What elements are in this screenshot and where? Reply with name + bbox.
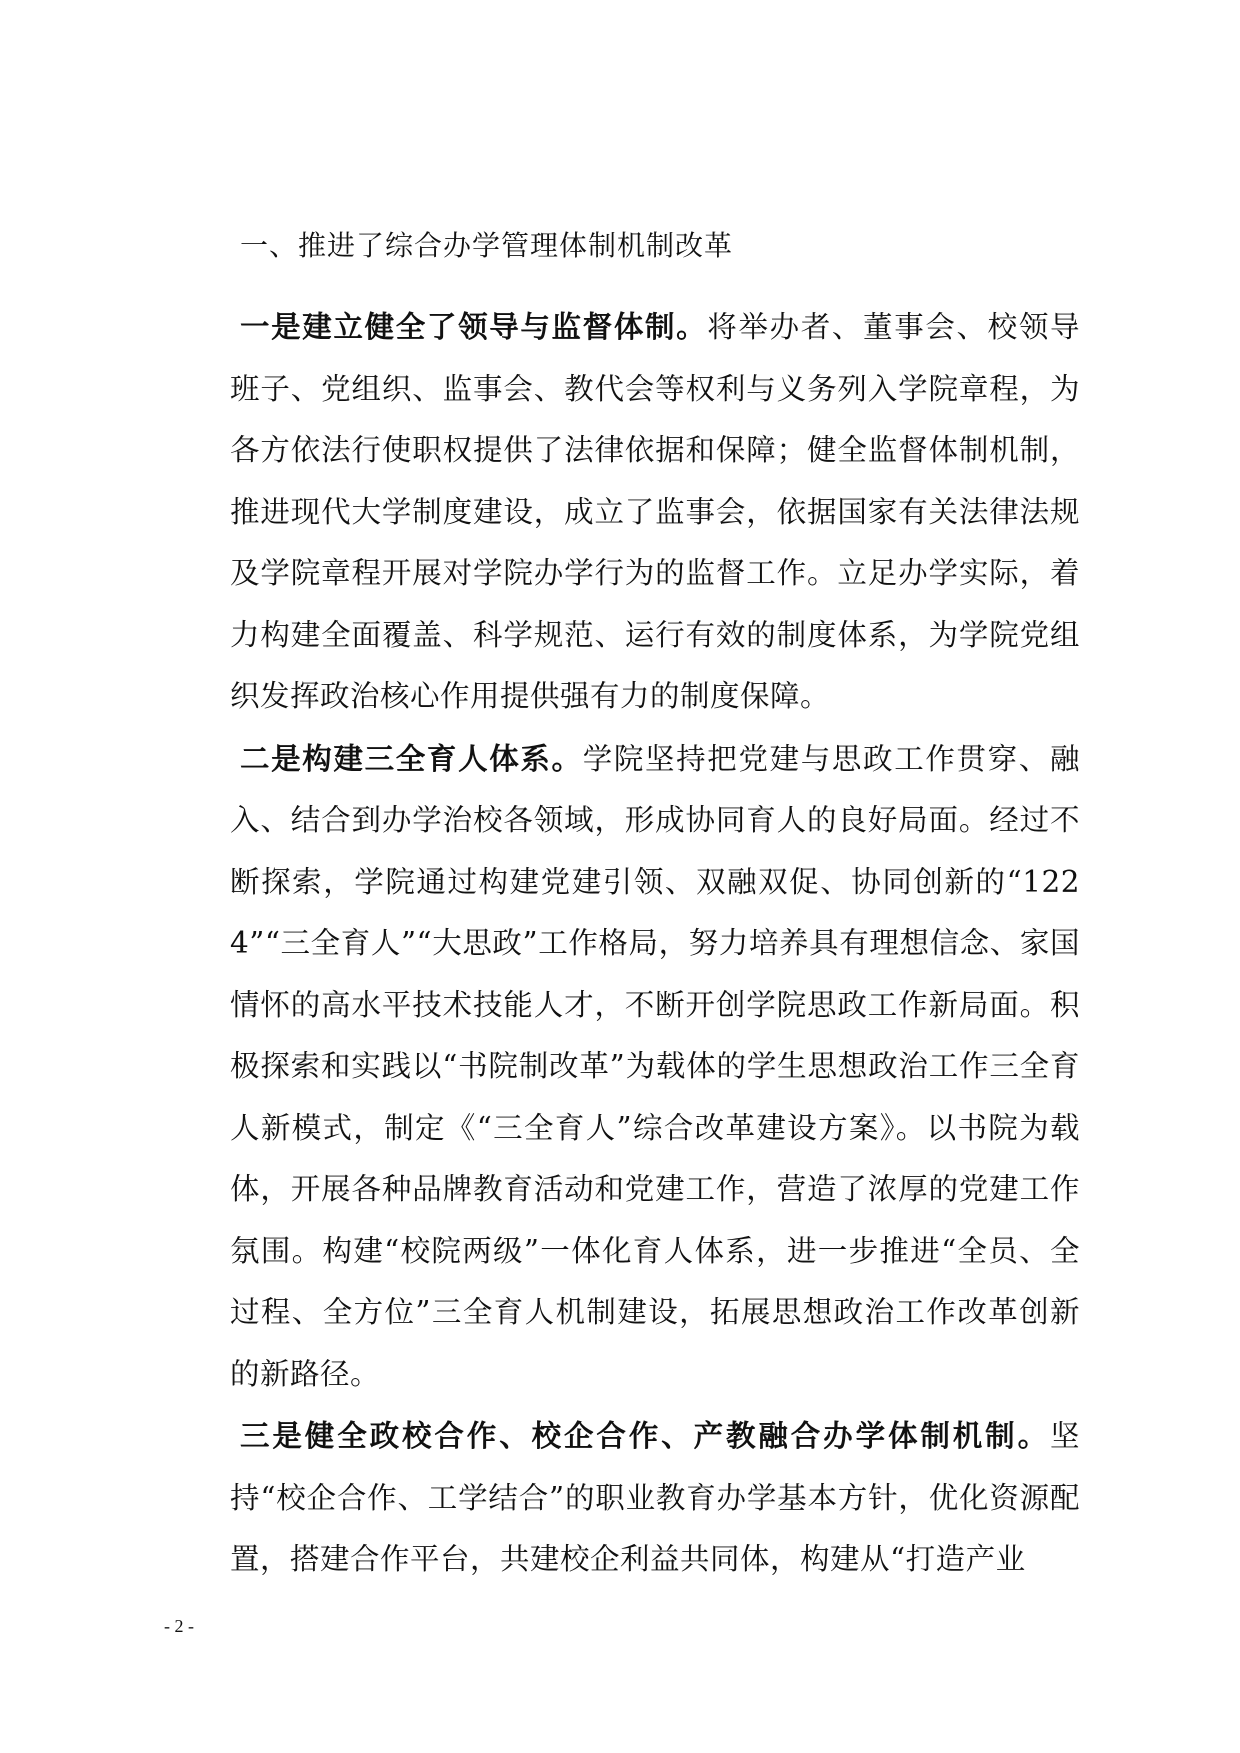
paragraph-2-body: 学院坚持把党建与思政工作贯穿、融入、结合到办学治校各领域，形成协同育人的良好局面。经过不断探索，学院通过构建党建引领、双融双促、协同创新的“1224”“三全育人”“大思政”工作格局，努力培养具有理想信念、家国情怀的高水平技术技能人才，不断开创学院思政工作新局面。积极探索和实践以“书院制改革”为载体的学生思想政治工作三全育人新模式，制定《“三全育人”综合改革建设方案》。以书院为载体，开展各种品牌教育活动和党建工作，营造了浓厚的党建工作氛围。构建“校院两级”一体化育人体系，进一步推进“全员、全过程、全方位”三全育人机制建设，拓展思想政治工作改革创新的新路径。 — [230, 741, 1080, 1391]
paragraph-2 — [230, 728, 1080, 1406]
paragraph-3-lead: 三是健全政校合作、校企合作、产教融合办学体制机制。 — [240, 1418, 1050, 1453]
paragraph-1-lead: 一是建立健全了领导与监督体制。 — [240, 309, 708, 344]
paragraph-2-lead: 二是构建三全育人体系。 — [240, 740, 583, 776]
paragraph-1 — [230, 296, 1080, 728]
page-number: - 2 - — [164, 1616, 194, 1636]
document-body — [230, 226, 1080, 1591]
paragraph-3 — [230, 1405, 1080, 1591]
paragraph-1-body: 将举办者、董事会、校领导班子、党组织、监事会、教代会等权利与义务列入学院章程，为各方依法行使职权提供了法律依据和保障；健全监督体制机制，推进现代大学制度建设，成立了监事会，依据国家有关法律法规及学院章程开展对学院办学行为的监督工作。立足办学实际，着力构建全面覆盖、科学规范、运行有效的制度体系，为学院党组织发挥政治核心作用提供强有力的制度保障。 — [230, 310, 1080, 713]
section-heading: 一、推进了综合办学管理体制机制改革 — [240, 229, 734, 262]
paragraph-3-body: 坚持“校企合作、工学结合”的职业教育办学基本方针，优化资源配置，搭建合作平台，共建校企利益共同体，构建从“打造产业 — [230, 1419, 1080, 1576]
